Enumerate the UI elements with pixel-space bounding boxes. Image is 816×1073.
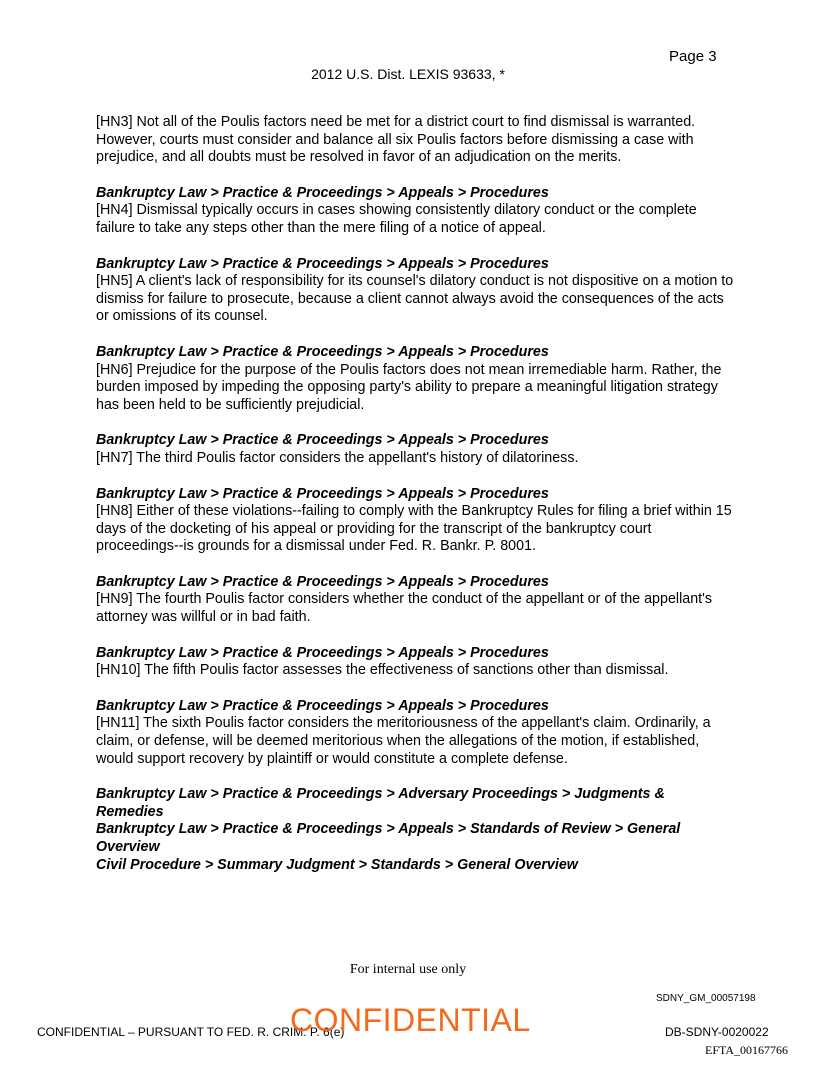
headnote-paragraph bbox=[96, 256, 736, 326]
topic-heading: Bankruptcy Law > Practice & Proceedings > Adversary Proceedings > Judgments & Remedies bbox=[96, 786, 665, 820]
topic-heading: Bankruptcy Law > Practice & Proceedings > Appeals > Standards of Review > General Overview bbox=[96, 821, 681, 855]
topic-heading: Bankruptcy Law > Practice & Proceedings > Appeals > Procedures bbox=[96, 573, 549, 590]
headnote-paragraph bbox=[96, 486, 736, 556]
headnote-paragraph bbox=[96, 344, 736, 414]
confidential-notice: CONFIDENTIAL – PURSUANT TO FED. R. CRIM. P. 6(e) bbox=[37, 1025, 345, 1039]
headnote-paragraph bbox=[96, 185, 736, 238]
topic-heading: Bankruptcy Law > Practice & Proceedings > Appeals > Procedures bbox=[96, 644, 549, 661]
headnote-paragraph bbox=[96, 698, 736, 768]
topic-heading: Bankruptcy Law > Practice & Proceedings > Appeals > Procedures bbox=[96, 485, 549, 502]
bates-number-efta: EFTA_00167766 bbox=[705, 1043, 789, 1057]
document-body bbox=[96, 114, 736, 874]
case-citation: 2012 U.S. Dist. LEXIS 93633, * bbox=[311, 66, 505, 82]
headnote-paragraph bbox=[96, 645, 736, 680]
headnote-text: [HN6] Prejudice for the purpose of the Poulis factors does not mean irremediable harm. Rather, the burden imposed by impeding the opposing party's ability to prepare a meaningful litigation strategy has been held to be sufficiently prejudicial. bbox=[96, 361, 722, 413]
bates-number-db-sdny: DB-SDNY-0020022 bbox=[665, 1025, 769, 1039]
headnote-paragraph bbox=[96, 432, 736, 467]
topic-heading: Bankruptcy Law > Practice & Proceedings > Appeals > Procedures bbox=[96, 343, 549, 360]
headnote-text: [HN10] The fifth Poulis factor assesses the effectiveness of sanctions other than dismissal. bbox=[96, 662, 669, 679]
topic-heading: Bankruptcy Law > Practice & Proceedings > Appeals > Procedures bbox=[96, 184, 549, 201]
headnote-text: [HN4] Dismissal typically occurs in cases showing consistently dilatory conduct or the complete failure to take any steps other than the mere filing of a notice of appeal. bbox=[96, 202, 697, 236]
headnote-text: [HN11] The sixth Poulis factor considers the meritoriousness of the appellant's claim. Ordinarily, a claim, or defense, will be deemed meritorious when the allegations of the motion, if established, would support recovery by plaintiff or would constitute a complete defense. bbox=[96, 715, 711, 767]
topic-heading: Bankruptcy Law > Practice & Proceedings > Appeals > Procedures bbox=[96, 255, 549, 272]
headnote-text: [HN7] The third Poulis factor considers the appellant's history of dilatoriness. bbox=[96, 449, 579, 466]
headnote-text: [HN5] A client's lack of responsibility for its counsel's dilatory conduct is not dispositive on a motion to dismiss for failure to prosecute, because a client cannot always avoid the consequences of the acts or omissions of its counsel. bbox=[96, 273, 734, 325]
internal-use-notice: For internal use only bbox=[349, 962, 467, 977]
confidential-stamp: CONFIDENTIAL bbox=[290, 1002, 531, 1038]
topic-heading: Civil Procedure > Summary Judgment > Standards > General Overview bbox=[96, 856, 578, 873]
topic-heading: Bankruptcy Law > Practice & Proceedings > Appeals > Procedures bbox=[96, 432, 549, 449]
bates-number-sdny: SDNY_GM_00057198 bbox=[656, 993, 756, 1004]
page-number: Page 3 bbox=[669, 48, 717, 65]
topic-heading: Bankruptcy Law > Practice & Proceedings > Appeals > Procedures bbox=[96, 697, 549, 714]
headnote-text: [HN9] The fourth Poulis factor considers whether the conduct of the appellant or of the appellant's attorney was willful or in bad faith. bbox=[96, 591, 713, 626]
headnote-paragraph bbox=[96, 574, 736, 627]
topic-heading-list bbox=[96, 786, 736, 874]
headnote-text: [HN8] Either of these violations--failing to comply with the Bankruptcy Rules for filing a brief within 15 days of the docketing of his appeal or providing for the transcript of the bankruptcy court proceedings--is grounds for a dismissal under Fed. R. Bankr. P. 8001. bbox=[96, 503, 732, 555]
headnote-text: [HN3] Not all of the Poulis factors need be met for a district court to find dismissal is warranted. However, courts must consider and balance all six Poulis factors before dismissing a case with prejudice, and all doubts must be resolved in favor of an adjudication on the merits. bbox=[96, 114, 696, 166]
headnote-paragraph bbox=[96, 114, 736, 167]
